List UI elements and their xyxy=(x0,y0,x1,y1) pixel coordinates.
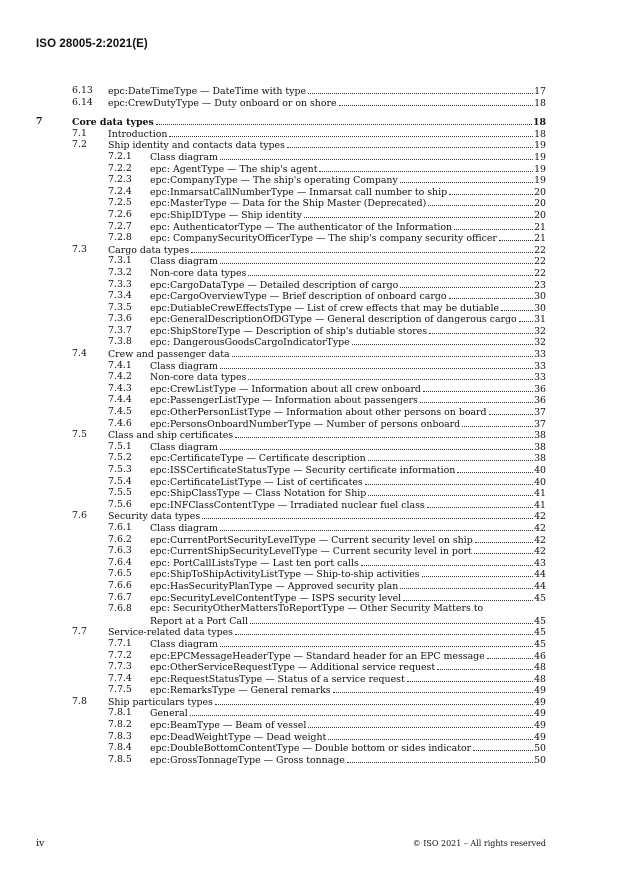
toc-entry-number: 7.3.3 xyxy=(108,278,132,290)
toc-entry-title: epc:BeamType — Beam of vessel xyxy=(150,720,307,732)
toc-entry-page: 30 xyxy=(534,302,546,314)
toc-entry-title: epc: DangerousGoodsCargoIndicatorType xyxy=(150,337,350,349)
toc-entry-number: 7.3.4 xyxy=(108,290,132,302)
toc-dot-leader xyxy=(250,615,533,624)
toc-entry[interactable] xyxy=(36,348,546,360)
toc-dot-leader xyxy=(287,139,533,148)
toc-entry-page: 19 xyxy=(534,175,546,187)
toc-entry[interactable] xyxy=(36,626,546,638)
toc-entry-page: 22 xyxy=(534,256,546,268)
toc-dot-leader xyxy=(232,348,533,357)
toc-entry[interactable] xyxy=(36,499,546,511)
toc-entry-number: 7.7 xyxy=(72,626,87,638)
toc-entry[interactable] xyxy=(36,209,546,221)
toc-entry-page: 45 xyxy=(534,615,546,627)
toc-dot-leader xyxy=(220,151,533,160)
toc-entry-number: 7.4 xyxy=(72,348,87,360)
toc-entry-page: 45 xyxy=(534,592,546,604)
toc-entry-title: Ship particulars types xyxy=(108,696,213,708)
toc-dot-leader xyxy=(501,302,533,311)
toc-dot-leader xyxy=(462,418,533,427)
toc-entry-page: 37 xyxy=(534,418,546,430)
toc-entry-page: 40 xyxy=(534,465,546,476)
toc-entry-title: epc:MasterType — Data for the Ship Master (Deprecated) xyxy=(150,198,427,210)
toc-entry[interactable] xyxy=(36,650,546,662)
toc-entry-title: Service-related data types xyxy=(108,627,233,639)
toc-entry-number: 7.2.3 xyxy=(108,174,132,186)
toc-entry-title: epc:ShipIDType — Ship identity xyxy=(150,209,302,221)
toc-entry[interactable] xyxy=(36,313,546,325)
toc-entry-page: 44 xyxy=(534,569,546,581)
toc-entry[interactable] xyxy=(36,684,546,696)
toc-entry-page: 20 xyxy=(534,186,546,198)
toc-entry-page: 21 xyxy=(534,233,546,245)
toc-entry-page: 31 xyxy=(534,314,546,326)
table-of-contents xyxy=(36,85,546,765)
toc-entry[interactable] xyxy=(36,128,546,140)
toc-entry[interactable] xyxy=(36,429,546,441)
toc-entry-number: 7.3.2 xyxy=(108,266,132,278)
toc-entry-title: epc: CompanySecurityOfficerType — The ship's company security officer xyxy=(150,233,497,245)
toc-entry-page: 22 xyxy=(534,244,546,256)
toc-dot-leader xyxy=(220,360,533,369)
toc-entry[interactable] xyxy=(36,221,546,233)
toc-entry[interactable] xyxy=(36,707,546,719)
toc-dot-leader xyxy=(422,568,534,577)
toc-entry-title: epc: SecurityOtherMattersToReportType — Other Security Matters to xyxy=(150,603,484,615)
toc-dot-leader xyxy=(403,592,533,601)
toc-entry-number: 7.8.4 xyxy=(108,742,132,754)
toc-entry-page: 43 xyxy=(534,557,546,569)
toc-entry-page: 18 xyxy=(532,117,546,129)
document-id-header: ISO 28005-2:2021(E) xyxy=(36,38,148,50)
toc-section-gap xyxy=(36,108,546,116)
toc-entry-page: 37 xyxy=(534,407,546,419)
toc-entry-page: 38 xyxy=(534,430,546,442)
toc-entry-title: epc:INFClassContentType — Irradiated nuclear fuel class xyxy=(150,499,425,511)
toc-entry[interactable] xyxy=(36,615,546,627)
toc-entry-title: General xyxy=(150,708,188,720)
toc-entry-page: 42 xyxy=(534,546,546,558)
toc-entry-number: 7.6.8 xyxy=(108,603,132,615)
toc-dot-leader xyxy=(308,719,533,728)
toc-dot-leader xyxy=(437,661,533,670)
toc-entry-title: epc:DeadWeightType — Dead weight xyxy=(150,731,327,743)
toc-dot-leader xyxy=(449,186,533,195)
toc-entry-title: Class and ship certificates xyxy=(108,430,234,442)
toc-entry[interactable] xyxy=(36,336,546,348)
toc-dot-leader xyxy=(400,174,533,183)
toc-entry-number: 7.6.6 xyxy=(108,579,132,591)
toc-entry-number: 7.3.6 xyxy=(108,313,132,325)
toc-dot-leader xyxy=(428,197,533,206)
toc-entry-page: 42 xyxy=(534,511,546,523)
toc-entry-title: epc:CurrentShipSecurityLevelType — Current security level in port xyxy=(150,546,472,558)
toc-dot-leader xyxy=(361,557,533,566)
toc-entry-title: Non-core data types xyxy=(150,267,247,279)
toc-entry-title: epc:SecurityLevelContentType — ISPS security level xyxy=(150,592,402,604)
toc-dot-leader xyxy=(304,209,533,218)
toc-entry-page: 44 xyxy=(534,580,546,592)
toc-entry-page: 42 xyxy=(534,534,546,546)
toc-entry-title: epc:CertificateListType — List of certificates xyxy=(150,476,363,488)
toc-dot-leader xyxy=(487,650,533,659)
toc-entry-title: epc:ShipClassType — Class Notation for Ship xyxy=(150,488,367,500)
toc-dot-leader xyxy=(235,429,533,438)
toc-entry-number: 7.6.5 xyxy=(108,568,132,580)
toc-entry-number: 7.3.7 xyxy=(108,324,132,336)
toc-entry[interactable] xyxy=(36,580,546,592)
toc-dot-leader xyxy=(449,290,534,299)
toc-dot-leader xyxy=(427,499,533,508)
toc-entry[interactable] xyxy=(36,255,546,267)
toc-entry[interactable] xyxy=(36,731,546,743)
toc-entry[interactable] xyxy=(36,244,546,256)
toc-entry-title: epc:CargoDataType — Detailed description of cargo xyxy=(150,279,399,291)
toc-entry-page: 50 xyxy=(534,743,546,755)
toc-entry-number: 7.2.2 xyxy=(108,162,132,174)
toc-dot-leader xyxy=(365,476,533,485)
toc-entry-page: 46 xyxy=(534,650,546,662)
toc-entry-number: 7.2.1 xyxy=(108,150,132,162)
toc-entry-page: 41 xyxy=(534,499,546,511)
toc-entry-page: 45 xyxy=(534,627,546,639)
toc-dot-leader xyxy=(215,696,533,705)
copyright-notice: © ISO 2021 – All rights reserved xyxy=(412,839,546,848)
toc-entry[interactable] xyxy=(36,638,546,650)
toc-entry-page: 22 xyxy=(534,267,546,279)
toc-entry-number: 7.2 xyxy=(72,139,87,151)
toc-entry-page: 32 xyxy=(534,337,546,349)
toc-entry-page: 18 xyxy=(534,128,546,140)
toc-entry[interactable] xyxy=(36,360,546,372)
toc-entry-title: Introduction xyxy=(108,128,168,140)
toc-dot-leader xyxy=(220,638,533,647)
toc-entry-page: 49 xyxy=(534,731,546,743)
toc-dot-leader xyxy=(429,325,533,334)
toc-entry[interactable] xyxy=(36,279,546,291)
toc-entry-title: epc:CompanyType — The ship's operating Company xyxy=(150,175,398,187)
toc-dot-leader xyxy=(400,580,533,589)
toc-entry-number: 7.4.1 xyxy=(108,359,132,371)
toc-dot-leader xyxy=(328,731,533,740)
toc-entry-page: 38 xyxy=(534,441,546,453)
toc-entry[interactable] xyxy=(36,661,546,673)
toc-entry-number: 7.6.4 xyxy=(108,556,132,568)
toc-dot-leader xyxy=(347,754,533,763)
toc-entry-title: epc: PortCallListsType — Last ten port calls xyxy=(150,557,359,569)
toc-entry-number: 7.3 xyxy=(72,243,87,255)
toc-dot-leader xyxy=(202,510,533,519)
toc-entry-number: 7.4.2 xyxy=(108,371,132,383)
toc-entry[interactable] xyxy=(36,592,546,604)
toc-entry-page: 20 xyxy=(534,198,546,210)
toc-entry-page: 23 xyxy=(534,279,546,291)
toc-entry[interactable] xyxy=(36,97,546,109)
toc-entry[interactable] xyxy=(36,371,546,383)
toc-entry-number: 7.8.3 xyxy=(108,730,132,742)
toc-entry-page: 49 xyxy=(534,685,546,697)
toc-entry-number: 7.5.3 xyxy=(108,464,132,475)
toc-dot-leader xyxy=(248,267,533,276)
toc-entry-number: 7.2.4 xyxy=(108,185,132,197)
toc-dot-leader xyxy=(220,441,533,450)
toc-entry-title: epc:PersonsOnboardNumberType — Number of persons onboard xyxy=(150,418,461,430)
toc-entry[interactable] xyxy=(36,534,546,546)
toc-entry-number: 7.5.5 xyxy=(108,487,132,499)
toc-entry-title: Cargo data types xyxy=(108,244,190,256)
page-number: iv xyxy=(36,838,45,849)
toc-entry[interactable] xyxy=(36,151,546,163)
toc-dot-leader xyxy=(519,313,533,322)
toc-dot-leader xyxy=(475,534,533,543)
toc-dot-leader xyxy=(454,221,533,230)
toc-entry-title: Class diagram xyxy=(150,638,218,650)
toc-entry[interactable] xyxy=(36,603,546,615)
toc-entry-title: Class diagram xyxy=(150,441,218,453)
toc-entry[interactable] xyxy=(36,742,546,754)
toc-entry-number: 7.6 xyxy=(72,510,87,522)
toc-entry[interactable] xyxy=(36,441,546,453)
toc-entry-number: 7.4.4 xyxy=(108,394,132,406)
toc-entry-page: 33 xyxy=(534,360,546,372)
toc-entry-title: epc:RemarksType — General remarks xyxy=(150,685,331,697)
toc-entry[interactable] xyxy=(36,174,546,186)
toc-entry-number: 7.7.2 xyxy=(108,649,132,661)
toc-entry-number: 7.5 xyxy=(72,429,87,441)
toc-entry-title: epc:CrewDutyType — Duty onboard or on shore xyxy=(108,97,337,109)
toc-entry[interactable] xyxy=(36,163,546,175)
toc-entry-page: 19 xyxy=(534,151,546,163)
toc-entry-page: 48 xyxy=(534,662,546,674)
toc-entry-page: 36 xyxy=(534,383,546,395)
toc-dot-leader xyxy=(473,742,533,751)
toc-entry-title: epc:CurrentPortSecurityLevelType — Current security level on ship xyxy=(150,534,473,546)
toc-entry-page: 42 xyxy=(534,522,546,534)
toc-dot-leader xyxy=(319,163,533,172)
toc-dot-leader xyxy=(191,244,533,253)
toc-dot-leader xyxy=(220,255,533,264)
toc-entry[interactable] xyxy=(36,719,546,731)
toc-entry-page: 36 xyxy=(534,395,546,407)
toc-dot-leader xyxy=(156,116,532,125)
toc-dot-leader xyxy=(190,707,533,716)
toc-entry-number: 6.14 xyxy=(72,96,93,108)
toc-entry-page: 48 xyxy=(534,673,546,685)
toc-dot-leader xyxy=(368,452,533,461)
toc-entry-title: Class diagram xyxy=(150,360,218,372)
toc-entry-title: epc:CargoOverviewType — Brief description of onboard cargo xyxy=(150,291,447,303)
toc-entry-page: 18 xyxy=(534,97,546,109)
toc-entry-number: 7.8.2 xyxy=(108,719,132,731)
toc-dot-leader xyxy=(339,97,534,106)
toc-entry-number: 7.4.3 xyxy=(108,382,132,394)
toc-entry[interactable] xyxy=(36,452,546,464)
toc-dot-leader xyxy=(400,279,533,288)
toc-dot-leader xyxy=(248,371,533,380)
toc-entry-page: 45 xyxy=(534,638,546,650)
toc-entry-number: 7.7.5 xyxy=(108,684,132,696)
toc-entry[interactable] xyxy=(36,464,546,476)
toc-dot-leader xyxy=(420,394,533,403)
toc-entry[interactable] xyxy=(36,487,546,499)
toc-entry-title: Class diagram xyxy=(150,522,218,534)
toc-dot-leader xyxy=(474,545,533,554)
toc-entry-title: Crew and passenger data xyxy=(108,349,230,361)
toc-entry-title: epc:CertificateType — Certificate description xyxy=(150,453,366,465)
toc-dot-leader xyxy=(499,232,533,241)
toc-entry-number: 7.2.8 xyxy=(108,232,132,244)
toc-entry-number: 7.5.4 xyxy=(108,475,132,487)
toc-entry-page: 49 xyxy=(534,708,546,720)
toc-entry-title: epc:OtherServiceRequestType — Additional service request xyxy=(150,662,436,674)
toc-entry[interactable] xyxy=(36,139,546,151)
toc-entry-title: Report at a Port Call xyxy=(150,615,248,627)
toc-entry-title: Security data types xyxy=(108,511,201,523)
toc-entry-number: 7.5.1 xyxy=(108,440,132,452)
toc-entry-number: 7.4.6 xyxy=(108,417,132,429)
toc-entry-title: epc:GrossTonnageType — Gross tonnage xyxy=(150,754,345,766)
toc-entry[interactable] xyxy=(36,545,546,557)
toc-entry-number: 7 xyxy=(36,116,43,128)
toc-entry-title: Class diagram xyxy=(150,256,218,268)
toc-entry-number: 7.6.3 xyxy=(108,545,132,557)
toc-entry[interactable] xyxy=(36,290,546,302)
toc-entry[interactable] xyxy=(36,85,546,97)
toc-dot-leader xyxy=(333,684,533,693)
toc-entry-number: 7.3.8 xyxy=(108,336,132,348)
toc-entry-number: 7.2.7 xyxy=(108,220,132,232)
toc-entry-page: 30 xyxy=(534,291,546,303)
toc-dot-leader xyxy=(308,85,533,94)
toc-entry[interactable] xyxy=(36,325,546,337)
toc-entry[interactable] xyxy=(36,267,546,279)
toc-entry-number: 7.5.6 xyxy=(108,498,132,510)
toc-entry-title: epc:DateTimeType — DateTime with type xyxy=(108,86,307,97)
toc-entry-title: Class diagram xyxy=(150,151,218,163)
toc-entry-number: 7.7.3 xyxy=(108,661,132,673)
toc-entry-title: epc:RequestStatusType — Status of a service request xyxy=(150,673,405,685)
toc-entry-page: 32 xyxy=(534,325,546,337)
toc-entry-number: 7.2.5 xyxy=(108,197,132,209)
toc-entry-title: epc:DutiableCrewEffectsType — List of crew effects that may be dutiable xyxy=(150,302,500,314)
toc-entry-page: 49 xyxy=(534,720,546,732)
toc-entry[interactable] xyxy=(36,418,546,430)
toc-entry-number: 7.3.5 xyxy=(108,301,132,313)
toc-entry[interactable] xyxy=(36,568,546,580)
toc-entry-title: epc: AgentType — The ship's agent xyxy=(150,163,318,175)
toc-entry[interactable] xyxy=(36,116,546,128)
toc-entry-number: 7.7.4 xyxy=(108,672,132,684)
toc-entry-page: 50 xyxy=(534,754,546,766)
toc-dot-leader xyxy=(423,383,533,392)
toc-entry[interactable] xyxy=(36,383,546,395)
toc-entry[interactable] xyxy=(36,510,546,522)
toc-entry-number: 7.4.5 xyxy=(108,406,132,418)
toc-entry-page: 38 xyxy=(534,453,546,465)
toc-entry[interactable] xyxy=(36,232,546,244)
toc-entry-page: 40 xyxy=(534,476,546,488)
toc-entry[interactable] xyxy=(36,522,546,534)
toc-entry-number: 7.6.7 xyxy=(108,591,132,603)
toc-entry-number: 7.3.1 xyxy=(108,255,132,267)
toc-entry-title: epc:PassengerListType — Information about passengers xyxy=(150,395,418,407)
toc-entry-number: 7.8.1 xyxy=(108,707,132,719)
toc-dot-leader xyxy=(169,128,533,137)
toc-entry-number: 7.8 xyxy=(72,695,87,707)
toc-entry[interactable] xyxy=(36,406,546,418)
toc-entry-number: 7.2.6 xyxy=(108,208,132,220)
toc-entry-title: epc:InmarsatCallNumberType — Inmarsat call number to ship xyxy=(150,186,448,198)
toc-entry-number: 7.8.5 xyxy=(108,753,132,765)
toc-entry-title: epc:CrewListType — Information about all crew onboard xyxy=(150,383,421,395)
toc-entry-title: epc:ShipToShipActivityListType — Ship-to-ship activities xyxy=(150,569,420,581)
toc-entry-title: epc:DoubleBottomContentType — Double bottom or sides indicator xyxy=(150,743,472,755)
toc-entry[interactable] xyxy=(36,394,546,406)
toc-entry-title: epc:HasSecurityPlanType — Approved security plan xyxy=(150,580,399,592)
toc-entry-number: 7.6.1 xyxy=(108,521,132,533)
toc-entry-page: 33 xyxy=(534,349,546,361)
toc-entry-page: 33 xyxy=(534,372,546,384)
toc-entry[interactable] xyxy=(36,673,546,685)
toc-entry-page: 19 xyxy=(534,140,546,152)
toc-entry-title: Core data types xyxy=(72,117,154,129)
toc-entry-page: 41 xyxy=(534,488,546,500)
toc-entry-title: epc:GeneralDescriptionOfDGType — General description of dangerous cargo xyxy=(150,314,517,326)
toc-entry-page: 20 xyxy=(534,209,546,221)
toc-dot-leader xyxy=(489,406,534,415)
toc-entry[interactable] xyxy=(36,197,546,209)
toc-entry-page: 49 xyxy=(534,696,546,708)
toc-entry[interactable] xyxy=(36,186,546,198)
toc-dot-leader xyxy=(352,336,533,345)
toc-entry[interactable] xyxy=(36,696,546,708)
toc-entry[interactable] xyxy=(36,754,546,766)
toc-entry[interactable] xyxy=(36,557,546,569)
toc-entry-page: 19 xyxy=(534,163,546,175)
toc-entry-title: epc:EPCMessageHeaderType — Standard header for an EPC message xyxy=(150,650,485,662)
toc-entry-number: 7.6.2 xyxy=(108,533,132,545)
toc-dot-leader xyxy=(220,522,533,531)
toc-entry[interactable] xyxy=(36,476,546,488)
toc-entry-title: epc:OtherPersonListType — Information about other persons on board xyxy=(150,407,487,419)
toc-entry-number: 7.5.2 xyxy=(108,452,132,464)
toc-entry-page: 21 xyxy=(534,221,546,233)
toc-dot-leader xyxy=(235,626,533,635)
toc-entry-title: Non-core data types xyxy=(150,372,247,384)
toc-dot-leader xyxy=(368,487,533,496)
toc-entry-number: 6.13 xyxy=(72,85,93,96)
toc-dot-leader xyxy=(457,464,533,473)
toc-entry-number: 7.7.1 xyxy=(108,637,132,649)
toc-entry-page: 17 xyxy=(534,86,546,97)
toc-dot-leader xyxy=(407,673,533,682)
toc-entry-title: Ship identity and contacts data types xyxy=(108,140,285,152)
toc-entry-title: epc:ShipStoreType — Description of ship's dutiable stores xyxy=(150,325,428,337)
toc-entry[interactable] xyxy=(36,302,546,314)
toc-entry-title: epc: AuthenticatorType — The authenticator of the Information xyxy=(150,221,453,233)
toc-entry-number: 7.1 xyxy=(72,127,87,139)
toc-entry-title: epc:ISSCertificateStatusType — Security certificate information xyxy=(150,465,456,476)
